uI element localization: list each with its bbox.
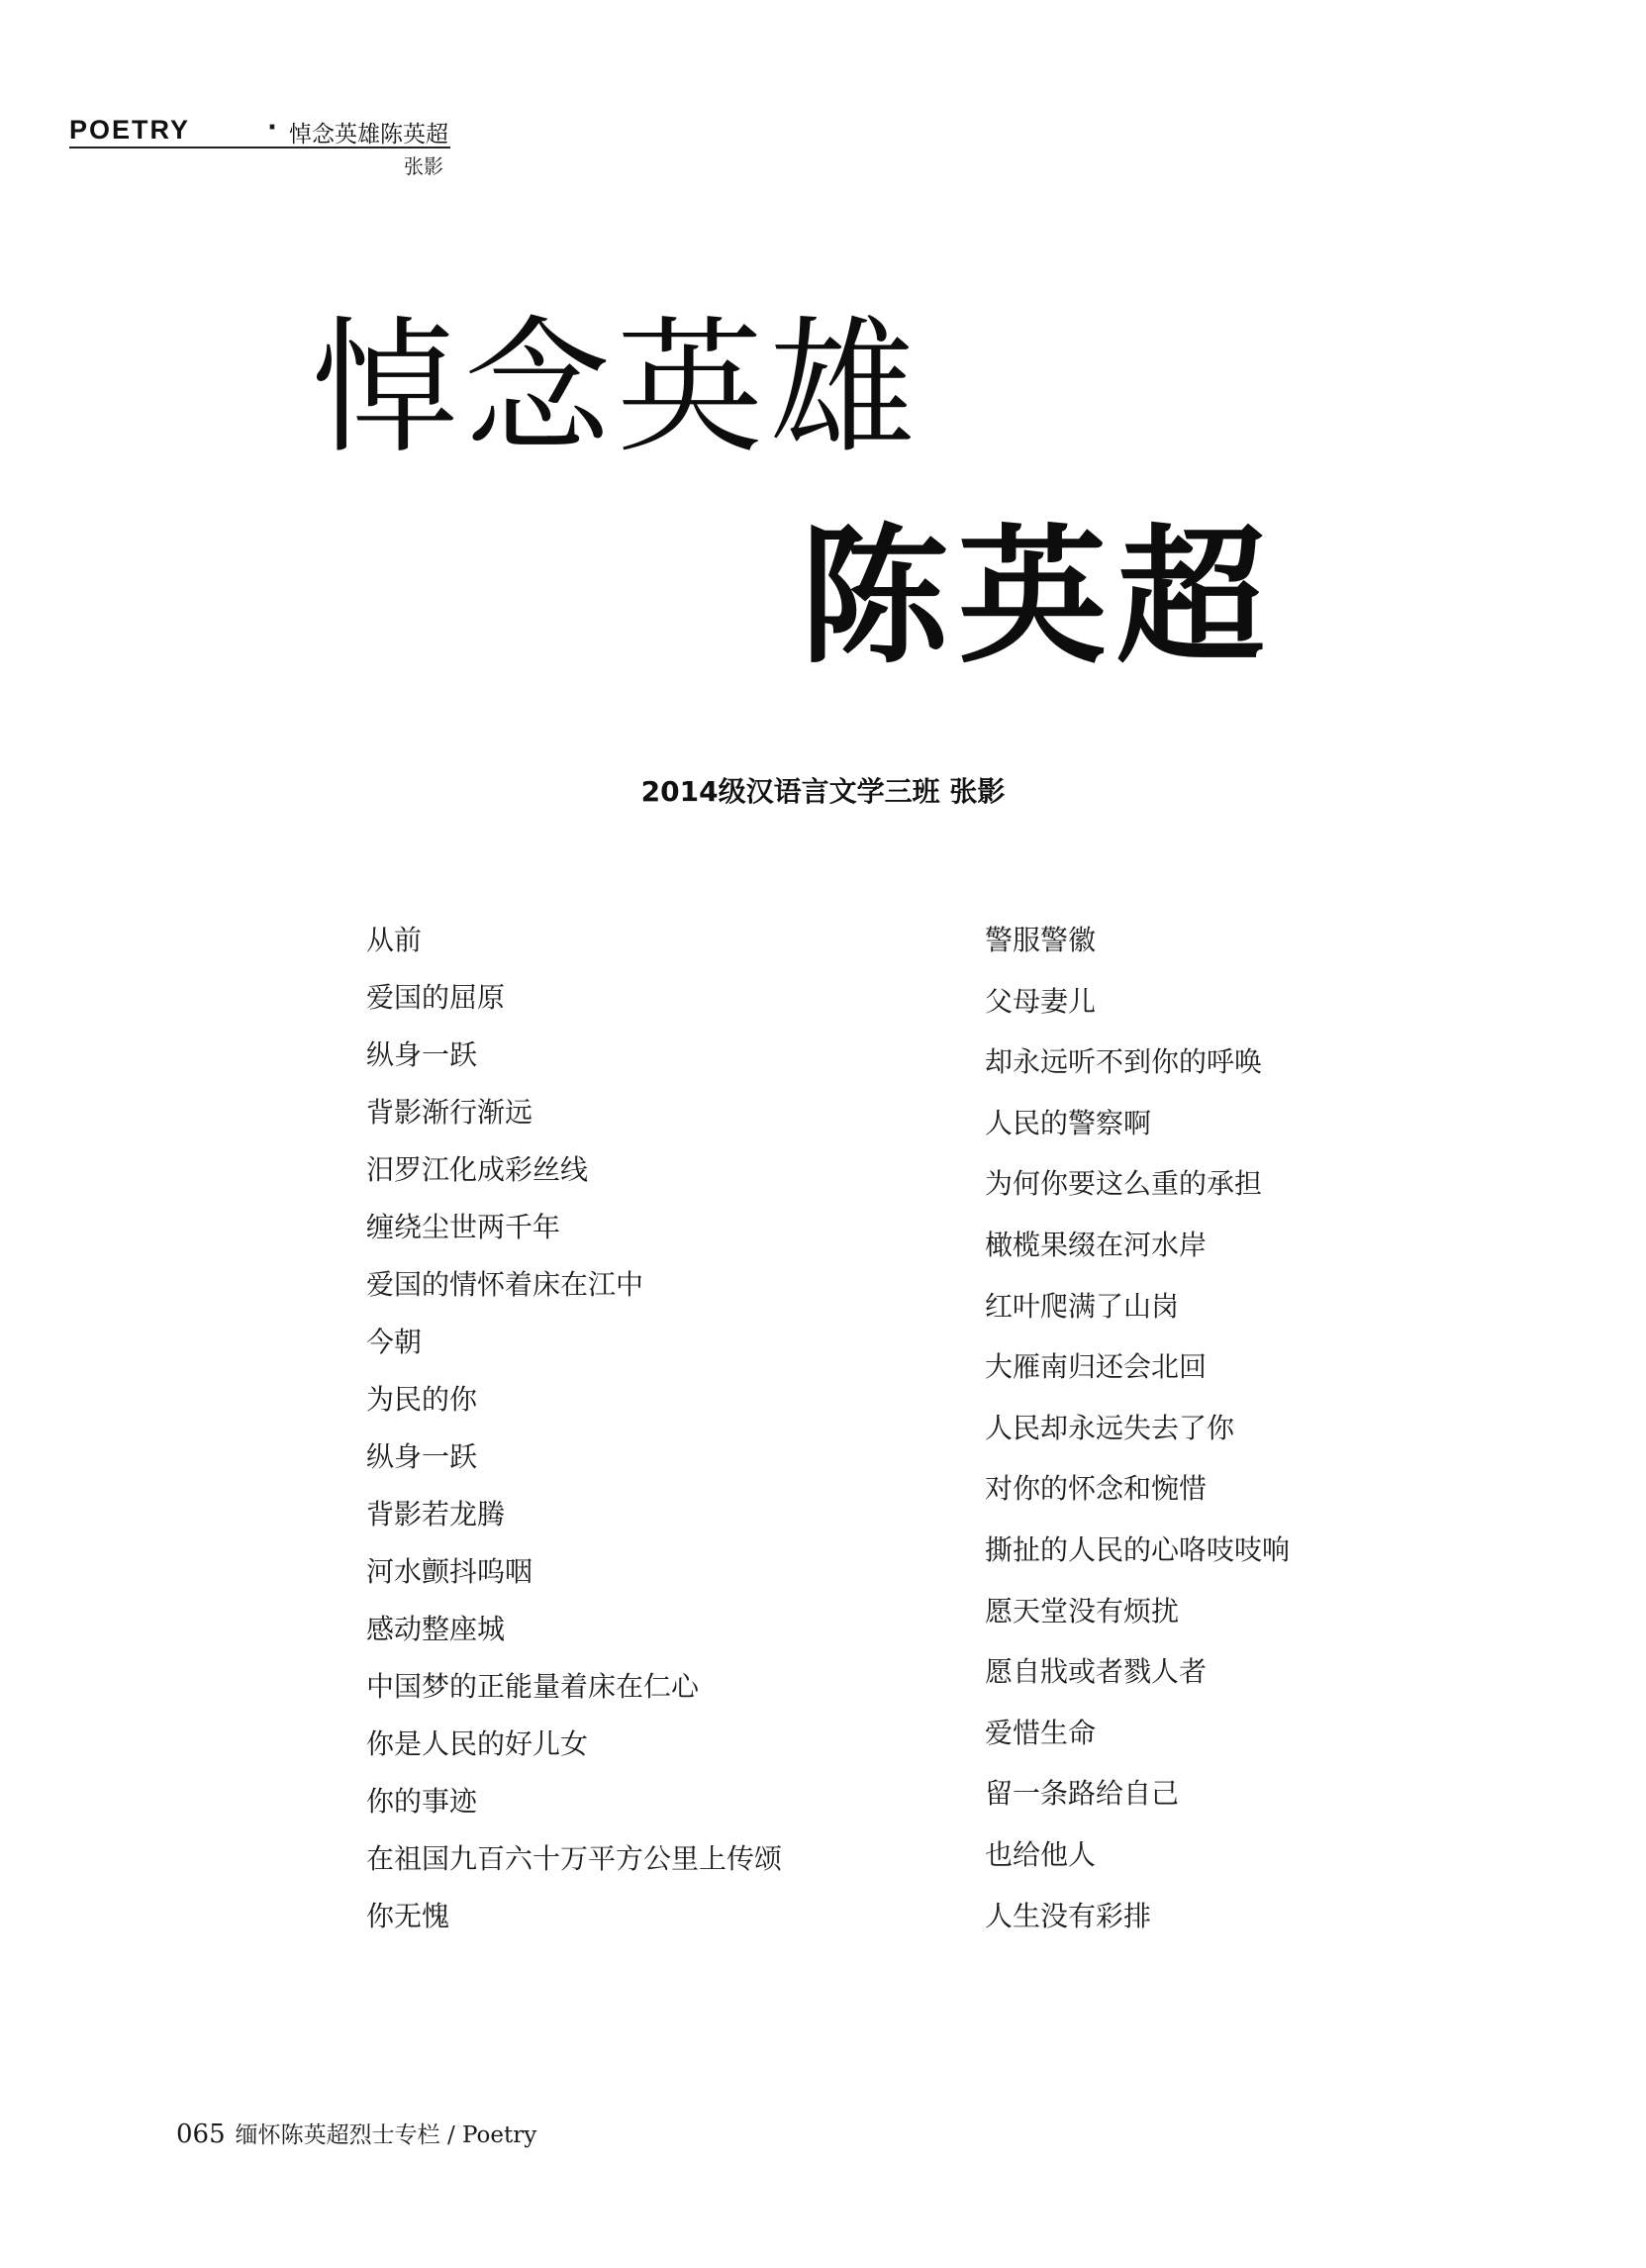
poem-line: 红叶爬满了山岗 xyxy=(985,1289,1180,1323)
author-byline: 2014级汉语言文学三班 张影 xyxy=(640,775,1006,808)
poem-line: 愿天堂没有烦扰 xyxy=(985,1594,1180,1627)
header-title: 悼念英雄陈英超 xyxy=(289,122,448,148)
header-separator: · xyxy=(267,113,277,143)
poem-line: 撕扯的人民的心咯吱吱响 xyxy=(985,1532,1291,1566)
poem-line: 对你的怀念和惋惜 xyxy=(985,1472,1208,1506)
poem-line: 橄榄果缀在河水岸 xyxy=(985,1228,1208,1261)
poem-line: 纵身一跃 xyxy=(366,1038,478,1071)
poem-line: 汨罗江化成彩丝线 xyxy=(366,1153,589,1186)
poem-line: 背影渐行渐远 xyxy=(366,1096,533,1129)
poem-title-line-2: 陈英超 xyxy=(800,510,1276,684)
poem-title-line-1: 悼念英雄 xyxy=(312,303,921,473)
page-footer xyxy=(176,2117,536,2149)
poem-line: 愿自戕或者戮人者 xyxy=(985,1655,1208,1689)
poem-line: 背影若龙腾 xyxy=(366,1498,506,1530)
poem-line: 也给他人 xyxy=(985,1837,1097,1871)
poem-line: 你无愧 xyxy=(366,1900,450,1932)
page-number: 065 xyxy=(176,2120,226,2149)
poem-line: 你是人民的好儿女 xyxy=(366,1727,589,1760)
poem-line: 为何你要这么重的承担 xyxy=(985,1167,1263,1201)
header-author: 张影 xyxy=(404,154,443,178)
poem-line: 爱国的屈原 xyxy=(366,981,506,1014)
poem-line: 在祖国九百六十万平方公里上传颂 xyxy=(366,1842,783,1875)
poem-line: 爱惜生命 xyxy=(985,1716,1097,1749)
poem-line: 警服警徽 xyxy=(985,924,1097,956)
poem-line: 今朝 xyxy=(366,1326,423,1358)
poem-line: 从前 xyxy=(366,924,423,956)
poem-line: 却永远听不到你的呼唤 xyxy=(985,1045,1263,1079)
poem-line: 人生没有彩排 xyxy=(985,1899,1152,1932)
poem-line: 留一条路给自己 xyxy=(985,1777,1180,1811)
poem-right-column xyxy=(985,919,1290,1955)
poem-line: 河水颤抖呜咽 xyxy=(366,1555,533,1588)
poem-left-column xyxy=(366,919,782,1952)
poem-line: 为民的你 xyxy=(366,1383,478,1416)
running-header xyxy=(69,113,450,148)
poem-line: 大雁南归还会北回 xyxy=(985,1350,1208,1384)
poem-line: 人民却永远失去了你 xyxy=(985,1411,1235,1444)
poem-line: 纵身一跃 xyxy=(366,1440,478,1473)
poem-line: 父母妻儿 xyxy=(985,984,1097,1018)
poem-line: 你的事迹 xyxy=(366,1785,478,1818)
section-label: POETRY xyxy=(69,115,191,145)
poem-line: 缠绕尘世两千年 xyxy=(366,1211,561,1243)
poem-line: 人民的警察啊 xyxy=(985,1106,1152,1139)
poem-line: 感动整座城 xyxy=(366,1613,506,1645)
poem-line: 中国梦的正能量着床在仁心 xyxy=(366,1670,700,1703)
footer-text: 缅怀陈英超烈士专栏 / Poetry xyxy=(235,2122,537,2148)
poem-line: 爱国的情怀着床在江中 xyxy=(366,1268,644,1301)
